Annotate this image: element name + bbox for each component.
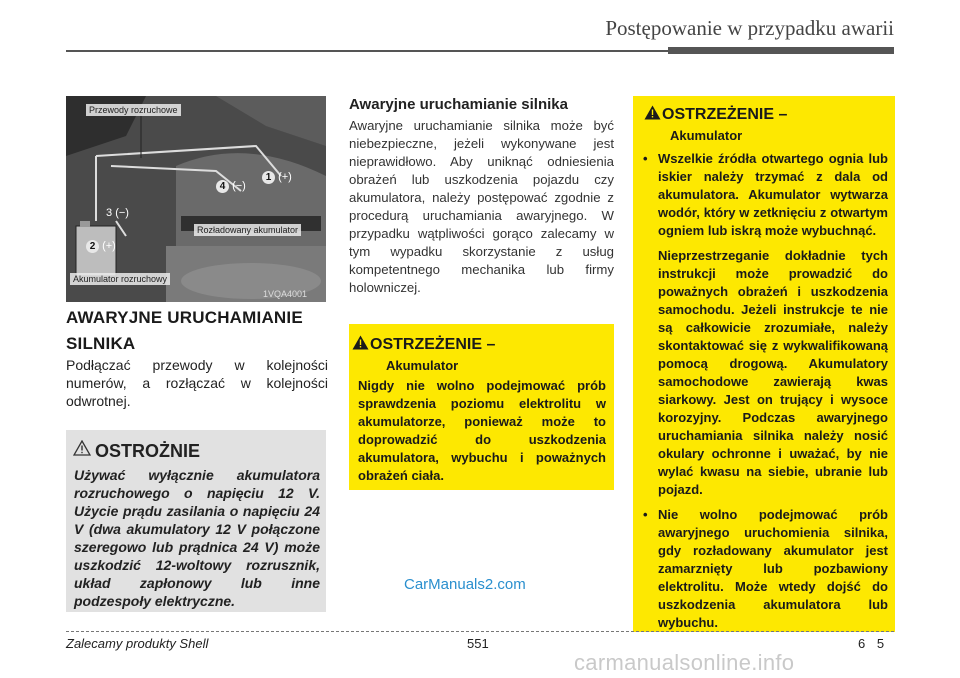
subsection-body: Awaryjne uruchamianie silnika może być niebezpieczne, jeżeli wykonywane jest nieprawidłowo. Aby uniknąć odniesienia obrażeń lub uszkodzenia pojazdu czy akumulatora, należy postępować zgodnie z procedurą uruchamiania awaryjnego. W przypadku wątpliwości gorąco zalecamy w tym wypadku skorzystanie z usług kompetentnego mechanika lub firmy holowniczej. <box>349 118 614 295</box>
subsection-title: Awaryjne uruchamianie silnika <box>349 96 568 113</box>
marker-3: 3 (−) <box>106 207 129 219</box>
warning-title: OSTRZEŻENIE – <box>370 336 496 353</box>
label-jumper-cables: Przewody rozruchowe <box>86 104 181 116</box>
figure-code: 1VQA4001 <box>263 289 308 299</box>
list-item: • Nie wolno podejmować prób awaryjnego uruchomienia silnika, gdy rozładowany akumulator jest zamarznięty lub pozbawiony elektrolitu. Może wtedy dojść do uszkodzenia akumulatora lub wybuchu. <box>643 507 888 630</box>
warning-triangle-icon <box>644 105 661 125</box>
engine-bay-illustration <box>66 96 326 302</box>
site-watermark: carmanualsonline.info <box>574 650 795 675</box>
label-booster-battery: Akumulator rozruchowy <box>70 273 170 285</box>
footer-rule <box>66 631 894 632</box>
footer-left-text: Zalecamy produkty Shell <box>66 636 209 651</box>
list-item: • Wszelkie źródła otwartego ognia lub iskier należy trzymać z dala od akumulatora. Akumulator wytwarza wodór, który w zetknięciu z otwartym ogniem lub iskrą może wybuchnąć. <box>643 151 888 238</box>
warning-title: OSTRZEŻENIE – <box>662 106 788 123</box>
page-number: 551 <box>467 636 489 651</box>
caution-title: OSTROŻNIE <box>95 441 201 461</box>
warning-body: Nigdy nie wolno podejmować prób sprawdzenia poziomu elektrolitu w akumulatorze, ponieważ może to doprowadzić do uszkodzenia akumulatora, wybuchu i poważnych obrażeń ciała. <box>358 378 606 483</box>
warning-list <box>643 150 888 632</box>
warning-triangle-icon <box>352 335 369 355</box>
watermark: CarManuals2.com <box>404 576 526 593</box>
marker-2: 2 (+) <box>86 240 116 253</box>
label-discharged-battery: Rozładowany akumulator <box>194 224 301 236</box>
chapter-page-number: 6 5 <box>858 636 885 651</box>
section-body: Podłączać przewody w kolejności numerów, a rozłączać w kolejności odwrotnej. <box>66 357 328 409</box>
caution-body: Używać wyłącznie akumulatora rozruchowego o napięciu 12 V. Użycie prądu zasilania o napięciu 24 V (dwa akumulatory 12 V połączone szeregowo lub prądnica 24 V) może uszkodzić 12-woltowy rozrusznik, układ zapłonowy lub inne podzespoły elektryczne. <box>74 467 320 609</box>
warning-subtitle: Akumulator <box>386 358 459 373</box>
marker-1: 1 (+) <box>262 171 292 184</box>
jump-start-photo <box>66 96 326 302</box>
page-header-title: Postępowanie w przypadku awarii <box>605 16 894 40</box>
list-item-paragraph: Nieprzestrzeganie dokładnie tych instrukcji może prowadzić do poważnych obrażeń i uszkodzenia samochodu. Jeżeli instrukcje te nie są całkowicie zrozumiałe, należy skontaktować się z wykwalifikowaną pomocą drogową. Akumulatory samochodowe zawierają kwas siarkowy. Jest on trujący i wysoce korozyjny. Podczas awaryjnego uruchamiania silnika należy nosić okulary ochronne i uważać, by nie wylać kwasu na siebie, ubranie lub pojazd. <box>658 248 888 497</box>
section-title: AWARYJNE URUCHAMIANIE SILNIKA <box>66 308 303 353</box>
warning-subtitle: Akumulator <box>670 128 743 143</box>
header-rule-accent <box>668 47 894 54</box>
marker-4: 4 (−) <box>216 180 246 193</box>
caution-triangle-icon <box>73 440 91 461</box>
